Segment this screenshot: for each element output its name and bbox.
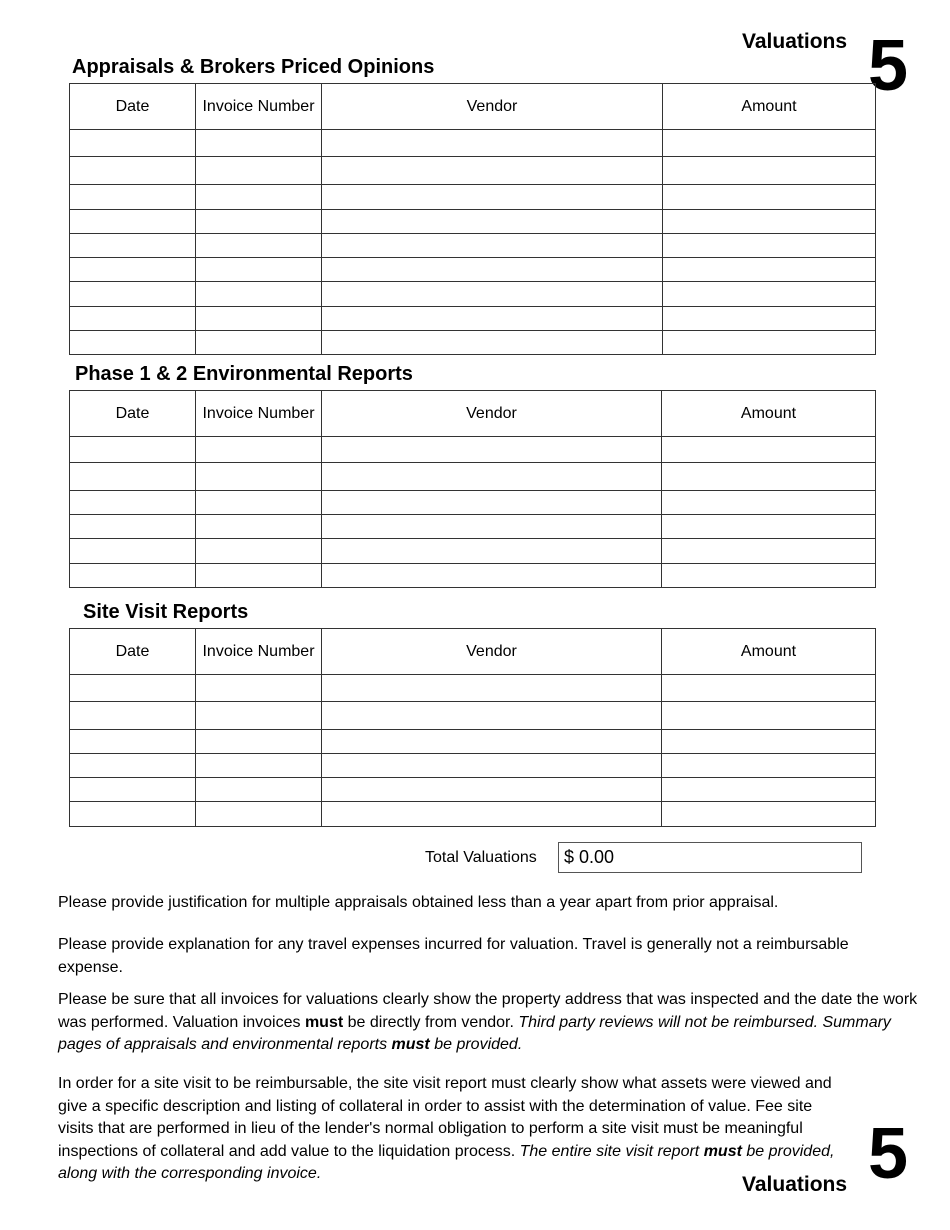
date-cell[interactable]	[70, 185, 196, 210]
note-text: Please be sure that all invoices for valuations clearly show the property address that was inspected and the date the work was performed. Valuation invoices	[58, 991, 918, 1031]
site-visit-table-body	[70, 675, 876, 827]
invoice-number-cell[interactable]	[196, 675, 322, 702]
vendor-cell[interactable]	[322, 185, 663, 210]
amount-cell[interactable]	[662, 515, 876, 539]
date-cell[interactable]	[70, 282, 196, 307]
note-emphasis: must	[304, 1013, 344, 1031]
date-cell[interactable]	[70, 258, 196, 282]
invoice-number-cell[interactable]	[196, 539, 322, 564]
environmental-table	[69, 390, 876, 588]
table-row	[70, 210, 876, 234]
section-title-appraisals: Appraisals & Brokers Priced Opinions	[72, 56, 435, 78]
page-header-title: Valuations	[742, 30, 848, 53]
column-header-date: Date	[70, 629, 196, 675]
column-header-invoice-number: Invoice Number	[196, 84, 322, 130]
note-emphasis: must	[391, 1036, 430, 1053]
invoice-number-cell[interactable]	[196, 564, 322, 588]
vendor-cell[interactable]	[322, 730, 662, 754]
amount-cell[interactable]	[663, 331, 876, 355]
date-cell[interactable]	[70, 778, 196, 802]
amount-cell[interactable]	[662, 564, 876, 588]
invoice-number-cell[interactable]	[196, 463, 322, 491]
vendor-cell[interactable]	[322, 210, 663, 234]
amount-cell[interactable]	[663, 157, 876, 185]
table-row	[70, 702, 876, 730]
table-row	[70, 157, 876, 185]
amount-cell[interactable]	[662, 675, 876, 702]
date-cell[interactable]	[70, 564, 196, 588]
note-text: be provided.	[429, 1036, 523, 1053]
amount-cell[interactable]	[662, 437, 876, 463]
note-text: Third party reviews will not be reimbursed. Summary pages of appraisals and environmental reports	[58, 1013, 891, 1053]
vendor-cell[interactable]	[322, 515, 662, 539]
table-row	[70, 564, 876, 588]
invoice-number-cell[interactable]	[196, 130, 322, 157]
note-travel-expenses: Please provide explanation for any travel expenses incurred for valuation. Travel is generally not a reimbursable expense.	[58, 936, 849, 976]
vendor-cell[interactable]	[322, 437, 662, 463]
note-emphasis: must	[703, 1142, 742, 1160]
invoice-number-cell[interactable]	[196, 258, 322, 282]
vendor-cell[interactable]	[322, 675, 662, 702]
amount-cell[interactable]	[662, 730, 876, 754]
section-title-environmental: Phase 1 & 2 Environmental Reports	[75, 363, 413, 385]
total-valuations-label: Total Valuations	[425, 849, 537, 866]
invoice-number-cell[interactable]	[196, 754, 322, 778]
table-header-row	[70, 629, 876, 675]
vendor-cell[interactable]	[322, 258, 663, 282]
site-visit-table	[69, 628, 876, 827]
environmental-table-body	[70, 437, 876, 588]
date-cell[interactable]	[70, 157, 196, 185]
amount-cell[interactable]	[662, 702, 876, 730]
invoice-number-cell[interactable]	[196, 307, 322, 331]
amount-cell[interactable]	[663, 210, 876, 234]
vendor-cell[interactable]	[322, 157, 663, 185]
table-header-row	[70, 84, 876, 130]
vendor-cell[interactable]	[322, 331, 663, 355]
date-cell[interactable]	[70, 331, 196, 355]
column-header-vendor: Vendor	[322, 629, 662, 675]
table-row	[70, 515, 876, 539]
appraisals-table-body	[70, 130, 876, 355]
table-row	[70, 802, 876, 827]
date-cell[interactable]	[70, 675, 196, 702]
date-cell[interactable]	[70, 802, 196, 827]
page-footer-number: 5	[868, 1114, 909, 1194]
amount-cell[interactable]	[663, 234, 876, 258]
amount-cell[interactable]	[663, 130, 876, 157]
invoice-number-cell[interactable]	[196, 282, 322, 307]
table-row	[70, 437, 876, 463]
table-row	[70, 778, 876, 802]
date-cell[interactable]	[70, 515, 196, 539]
vendor-cell[interactable]	[322, 282, 663, 307]
amount-cell[interactable]	[663, 258, 876, 282]
vendor-cell[interactable]	[322, 754, 662, 778]
page-footer-title: Valuations	[742, 1173, 848, 1196]
table-row	[70, 185, 876, 210]
invoice-number-cell[interactable]	[196, 437, 322, 463]
table-row	[70, 675, 876, 702]
date-cell[interactable]	[70, 210, 196, 234]
date-cell[interactable]	[70, 539, 196, 564]
note-text: be directly from vendor.	[343, 1013, 519, 1031]
note-text: be provided, along with the corresponding invoice.	[58, 1142, 835, 1182]
column-header-amount: Amount	[662, 629, 876, 675]
invoice-number-cell[interactable]	[196, 185, 322, 210]
amount-cell[interactable]	[662, 463, 876, 491]
appraisals-table	[69, 83, 876, 355]
date-cell[interactable]	[70, 307, 196, 331]
table-row	[70, 258, 876, 282]
table-header-row	[70, 391, 876, 437]
vendor-cell[interactable]	[322, 564, 662, 588]
invoice-number-cell[interactable]	[196, 210, 322, 234]
invoice-number-cell[interactable]	[196, 515, 322, 539]
invoice-number-cell[interactable]	[196, 802, 322, 827]
invoice-number-cell[interactable]	[196, 778, 322, 802]
amount-cell[interactable]	[662, 491, 876, 515]
date-cell[interactable]	[70, 702, 196, 730]
vendor-cell[interactable]	[322, 539, 662, 564]
vendor-cell[interactable]	[322, 802, 662, 827]
date-cell[interactable]	[70, 730, 196, 754]
note-text: The entire site visit report	[519, 1142, 704, 1160]
note-multiple-appraisals: Please provide justification for multiple appraisals obtained less than a year apart from prior appraisal.	[58, 894, 779, 911]
amount-cell[interactable]	[662, 778, 876, 802]
column-header-amount: Amount	[663, 84, 876, 130]
note-invoice-requirements	[58, 989, 918, 1057]
total-valuations-field[interactable]: $ 0.00	[558, 842, 862, 873]
table-row	[70, 130, 876, 157]
date-cell[interactable]	[70, 437, 196, 463]
section-title-site-visit: Site Visit Reports	[83, 601, 249, 623]
table-row	[70, 754, 876, 778]
vendor-cell[interactable]	[322, 778, 662, 802]
column-header-invoice-number: Invoice Number	[196, 629, 322, 675]
amount-cell[interactable]	[663, 185, 876, 210]
date-cell[interactable]	[70, 130, 196, 157]
vendor-cell[interactable]	[322, 702, 662, 730]
amount-cell[interactable]	[663, 282, 876, 307]
invoice-number-cell[interactable]	[196, 157, 322, 185]
table-row	[70, 539, 876, 564]
date-cell[interactable]	[70, 754, 196, 778]
column-header-invoice-number: Invoice Number	[196, 391, 322, 437]
table-row	[70, 730, 876, 754]
column-header-vendor: Vendor	[322, 84, 663, 130]
table-row	[70, 282, 876, 307]
note-site-visit-requirements	[58, 1073, 836, 1186]
vendor-cell[interactable]	[322, 130, 663, 157]
invoice-number-cell[interactable]	[196, 730, 322, 754]
table-row	[70, 463, 876, 491]
page-header-number: 5	[868, 26, 909, 106]
vendor-cell[interactable]	[322, 491, 662, 515]
amount-cell[interactable]	[662, 802, 876, 827]
table-row	[70, 491, 876, 515]
amount-cell[interactable]	[662, 754, 876, 778]
table-row	[70, 307, 876, 331]
date-cell[interactable]	[70, 491, 196, 515]
amount-cell[interactable]	[662, 539, 876, 564]
invoice-number-cell[interactable]	[196, 234, 322, 258]
vendor-cell[interactable]	[322, 307, 663, 331]
date-cell[interactable]	[70, 234, 196, 258]
date-cell[interactable]	[70, 463, 196, 491]
vendor-cell[interactable]	[322, 234, 663, 258]
note-text: In order for a site visit to be reimbursable, the site visit report must clearly show what assets were viewed and give a specific description and listing of collateral in order to assist with the determination of value. Fee site visits that are performed in lieu of the lender's normal obligation to perform a site visit must be meaningful inspections of collateral and add value to the liquidation process.	[58, 1075, 832, 1160]
invoice-number-cell[interactable]	[196, 331, 322, 355]
invoice-number-cell[interactable]	[196, 491, 322, 515]
column-header-amount: Amount	[662, 391, 876, 437]
invoice-number-cell[interactable]	[196, 702, 322, 730]
table-row	[70, 234, 876, 258]
vendor-cell[interactable]	[322, 463, 662, 491]
amount-cell[interactable]	[663, 307, 876, 331]
column-header-vendor: Vendor	[322, 391, 662, 437]
table-row	[70, 331, 876, 355]
column-header-date: Date	[70, 391, 196, 437]
column-header-date: Date	[70, 84, 196, 130]
